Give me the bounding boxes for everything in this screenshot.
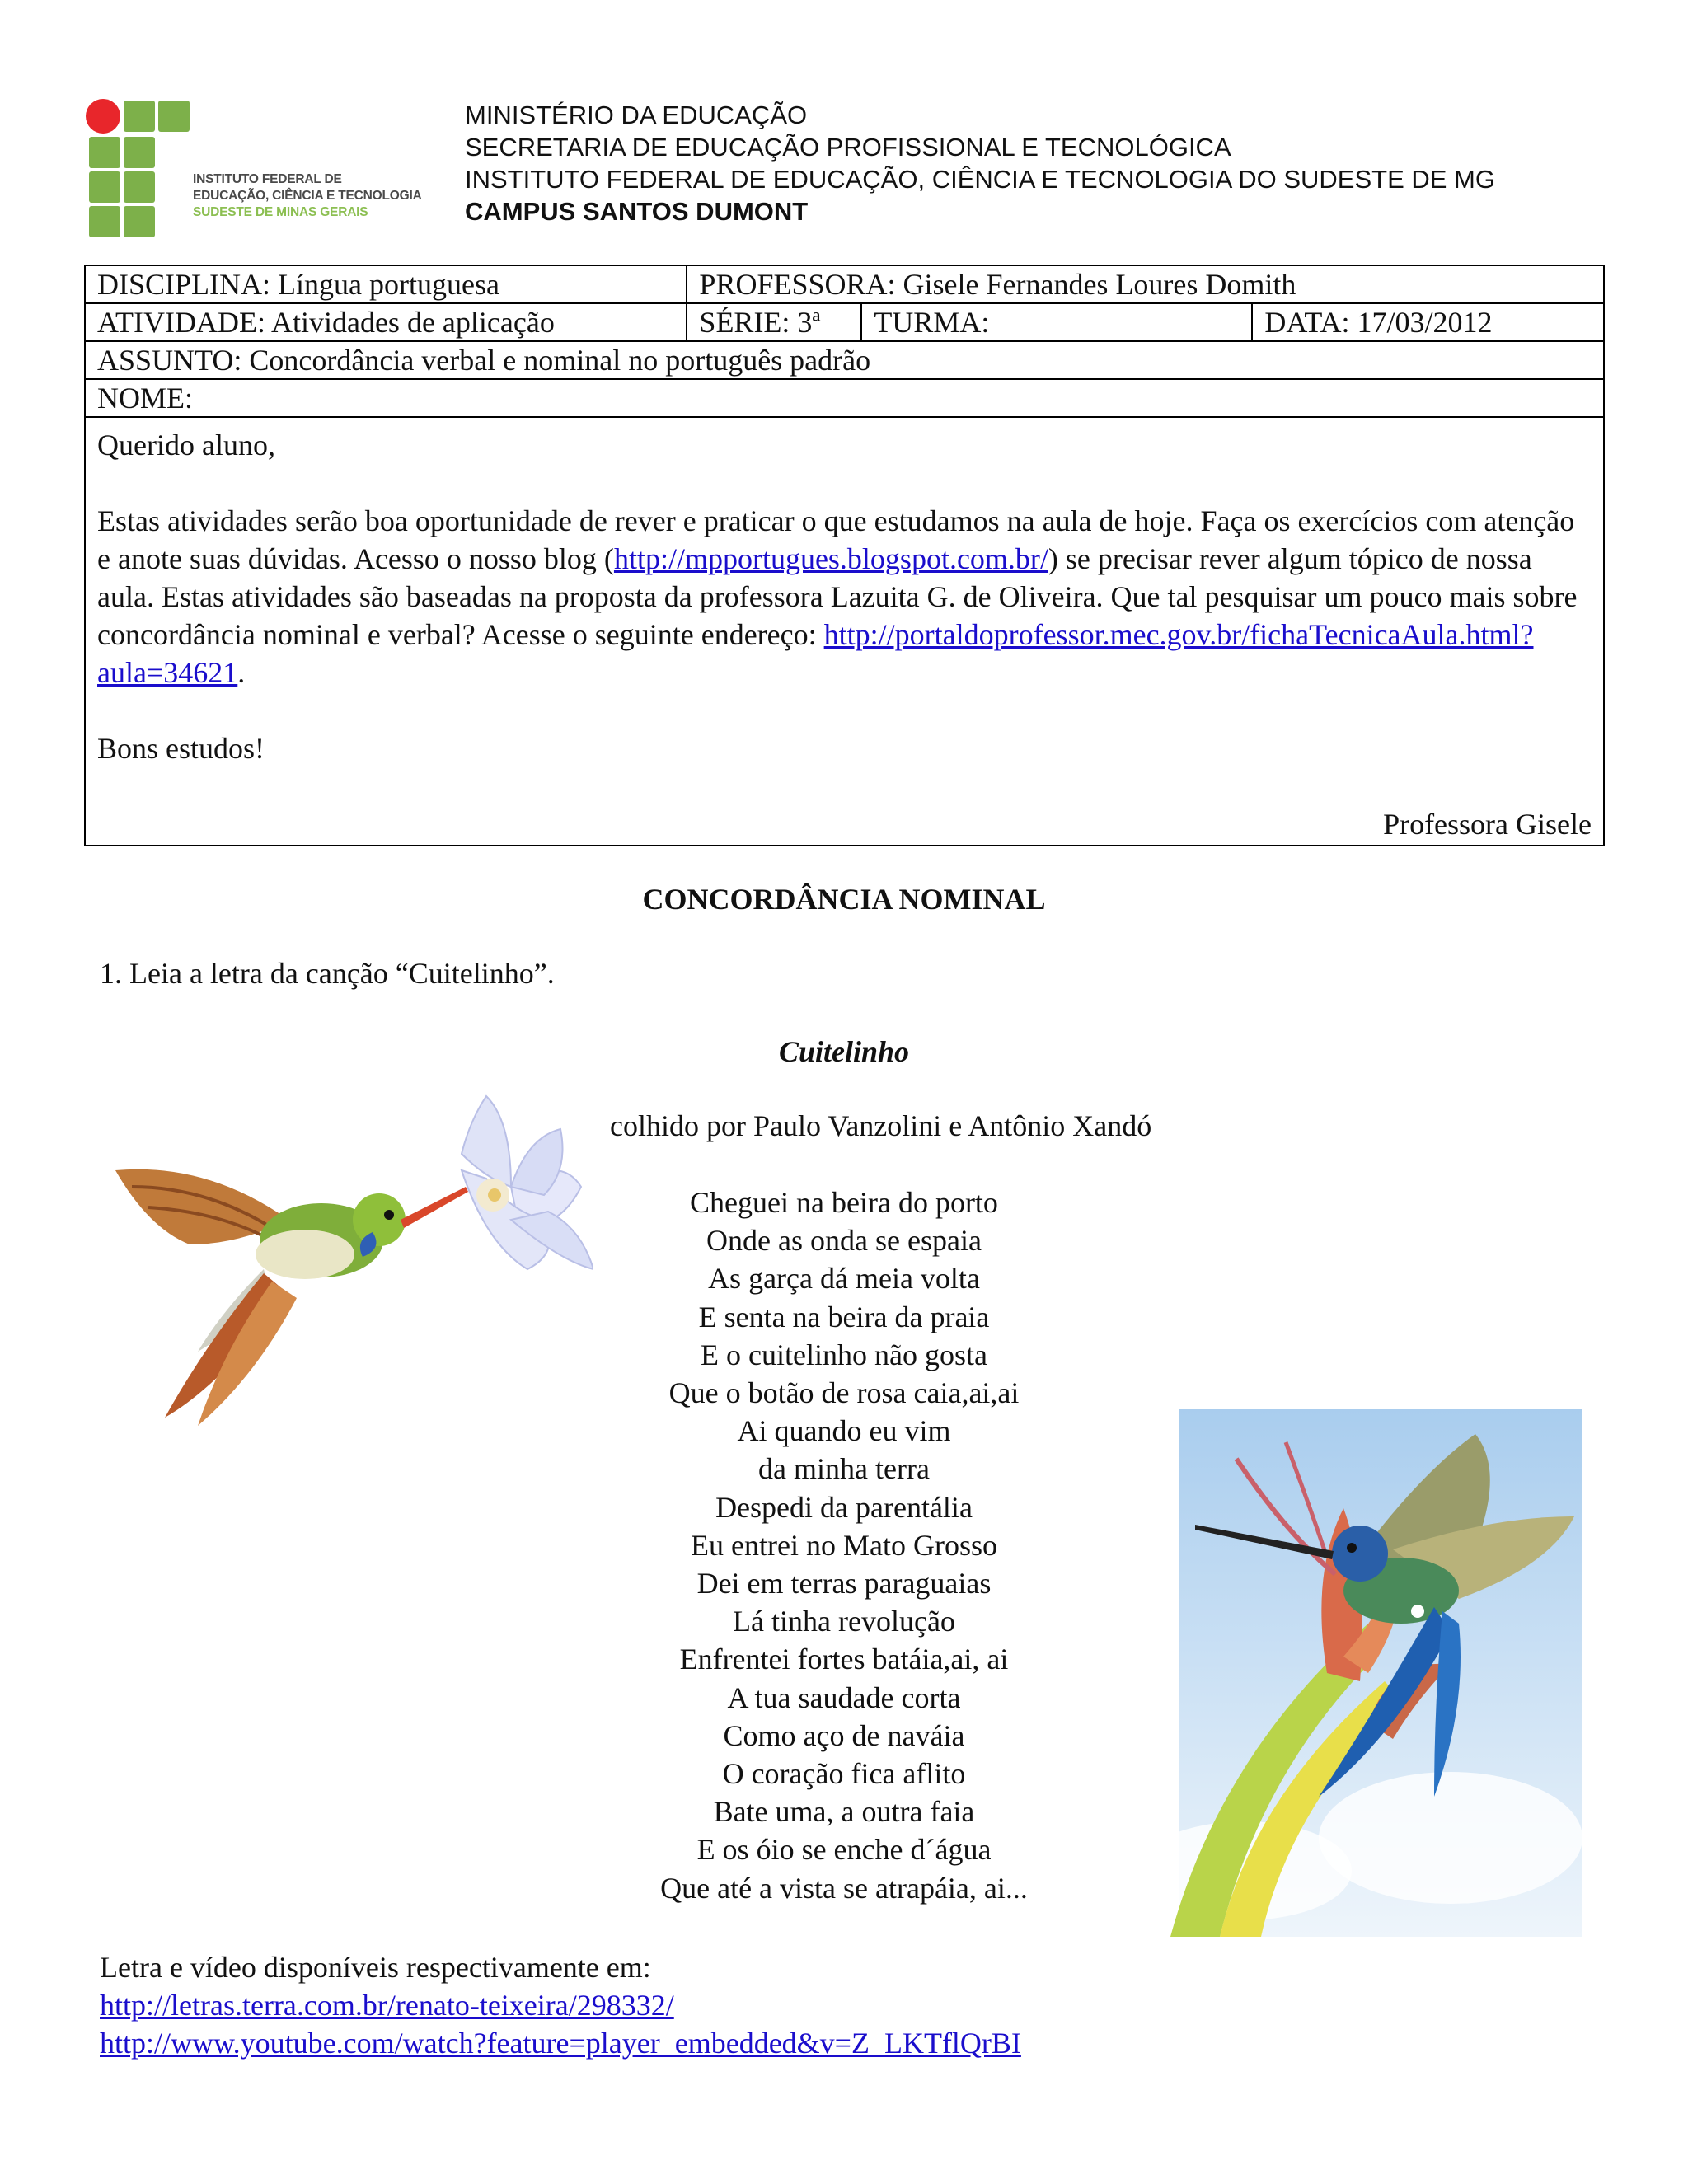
discipline-cell: DISCIPLINA: Língua portuguesa (85, 265, 687, 303)
class-cell: TURMA: (861, 303, 1252, 341)
grade-cell: SÉRIE: 3ª (687, 303, 861, 341)
lyric-line: da minha terra (758, 1452, 930, 1486)
links-section (100, 1948, 1021, 2062)
lyric-line: Onde as onda se espaia (706, 1224, 982, 1258)
links-intro: Letra e vídeo disponíveis respectivamente em: (100, 1951, 651, 1984)
song-title: Cuitelinho (778, 1035, 910, 1068)
closing: Bons estudos! (97, 732, 265, 765)
header-lines (465, 99, 1495, 227)
logo-text: INSTITUTO FEDERAL DE EDUCAÇÃO, CIÊNCIA E TECNOLOGIA SUDESTE DE MINAS GERAIS (193, 172, 422, 219)
campus-line: CAMPUS SANTOS DUMONT (465, 197, 809, 226)
institute-logo (86, 99, 440, 239)
signature: Professora Gisele (1383, 808, 1592, 841)
lyric-line: Enfrentei fortes batáia,ai, ai (679, 1643, 1009, 1676)
lyric-line: E senta na beira da praia (698, 1300, 990, 1333)
lyric-line: Que o botão de rosa caia,ai,ai (668, 1376, 1020, 1410)
lyric-line: E os óio se enche d´água (696, 1833, 992, 1867)
lyric-line: Lá tinha revolução (733, 1605, 955, 1638)
song-credit: colhido por Paulo Vanzolini e Antônio Xandó (610, 1109, 1152, 1142)
lyric-line: Que até a vista se atrapáia, ai... (660, 1871, 1028, 1905)
lyrics-link[interactable]: http://letras.terra.com.br/renato-teixeira/298332/ (100, 1989, 674, 2022)
video-link[interactable]: http://www.youtube.com/watch?feature=player_embedded&v=Z_LKTflQrBI (100, 2027, 1021, 2060)
lyric-line: Eu entrei no Mato Grosso (691, 1528, 997, 1562)
portal-link[interactable]: http://portaldoprofessor.mec.gov.br/fichaTecnicaAula.html?aula=34621 (97, 618, 1534, 689)
date-cell: DATA: 17/03/2012 (1252, 303, 1604, 341)
subject-cell: ASSUNTO: Concordância verbal e nominal no português padrão (85, 341, 1604, 379)
activity-cell: ATIVIDADE: Atividades de aplicação (85, 303, 687, 341)
lyric-line: E o cuitelinho não gosta (701, 1338, 987, 1371)
greeting: Querido aluno, (97, 429, 275, 462)
letter-cell (85, 417, 1604, 846)
hummingbird-icon (115, 1169, 468, 1426)
logo-grid-icon (86, 99, 193, 239)
lyric-line: Ai quando eu vim (737, 1414, 951, 1448)
institute-line: INSTITUTO FEDERAL DE EDUCAÇÃO, CIÊNCIA E TECNOLOGIA DO SUDESTE DE MG (465, 165, 1495, 194)
lyric-line: Bate uma, a outra faia (713, 1795, 975, 1829)
ministry-line: MINISTÉRIO DA EDUCAÇÃO (465, 101, 808, 129)
name-cell: NOME: (85, 379, 1604, 417)
song-lyrics (514, 1183, 1174, 1907)
secretariat-line: SECRETARIA DE EDUCAÇÃO PROFISSIONAL E TECNOLÓGICA (465, 133, 1231, 162)
blue-hummingbird-illustration (1121, 1409, 1582, 1937)
info-table (84, 265, 1605, 846)
lyric-line: A tua saudade corta (727, 1680, 961, 1714)
lyric-line: Cheguei na beira do porto (690, 1186, 998, 1219)
lyric-line: Despedi da parentália (715, 1490, 973, 1524)
lyric-line: As garça dá meia volta (708, 1262, 980, 1296)
section-title: CONCORDÂNCIA NOMINAL (642, 883, 1046, 916)
letter-paragraph: Estas atividades serão boa oportunidade de rever e praticar o que estudamos na aula de hoje. Faça os exercícios com atenção e anote suas dúvidas. Acesso o nosso blog (http://mpportugues.blogspot.com.br/) se precisar rever algum tópico de nossa aula. Estas atividades são baseadas na proposta da professora Lazuita G. de Oliveira. Que tal pesquisar um pouco mais sobre concordância nominal e verbal? Acesse o seguinte endereço: http://portaldoprofessor.mec.gov.br/fichaTecnicaAula.html?aula=34621. (97, 504, 1578, 689)
lyric-line: O coração fica aflito (722, 1757, 966, 1791)
lyric-line: Dei em terras paraguaias (696, 1567, 992, 1601)
teacher-cell: PROFESSORA: Gisele Fernandes Loures Domith (687, 265, 1604, 303)
lyric-line: Como aço de naváia (723, 1718, 965, 1752)
question-1: 1. Leia a letra da canção “Cuitelinho”. (100, 957, 555, 990)
blog-link[interactable]: http://mpportugues.blogspot.com.br/ (613, 542, 1048, 575)
